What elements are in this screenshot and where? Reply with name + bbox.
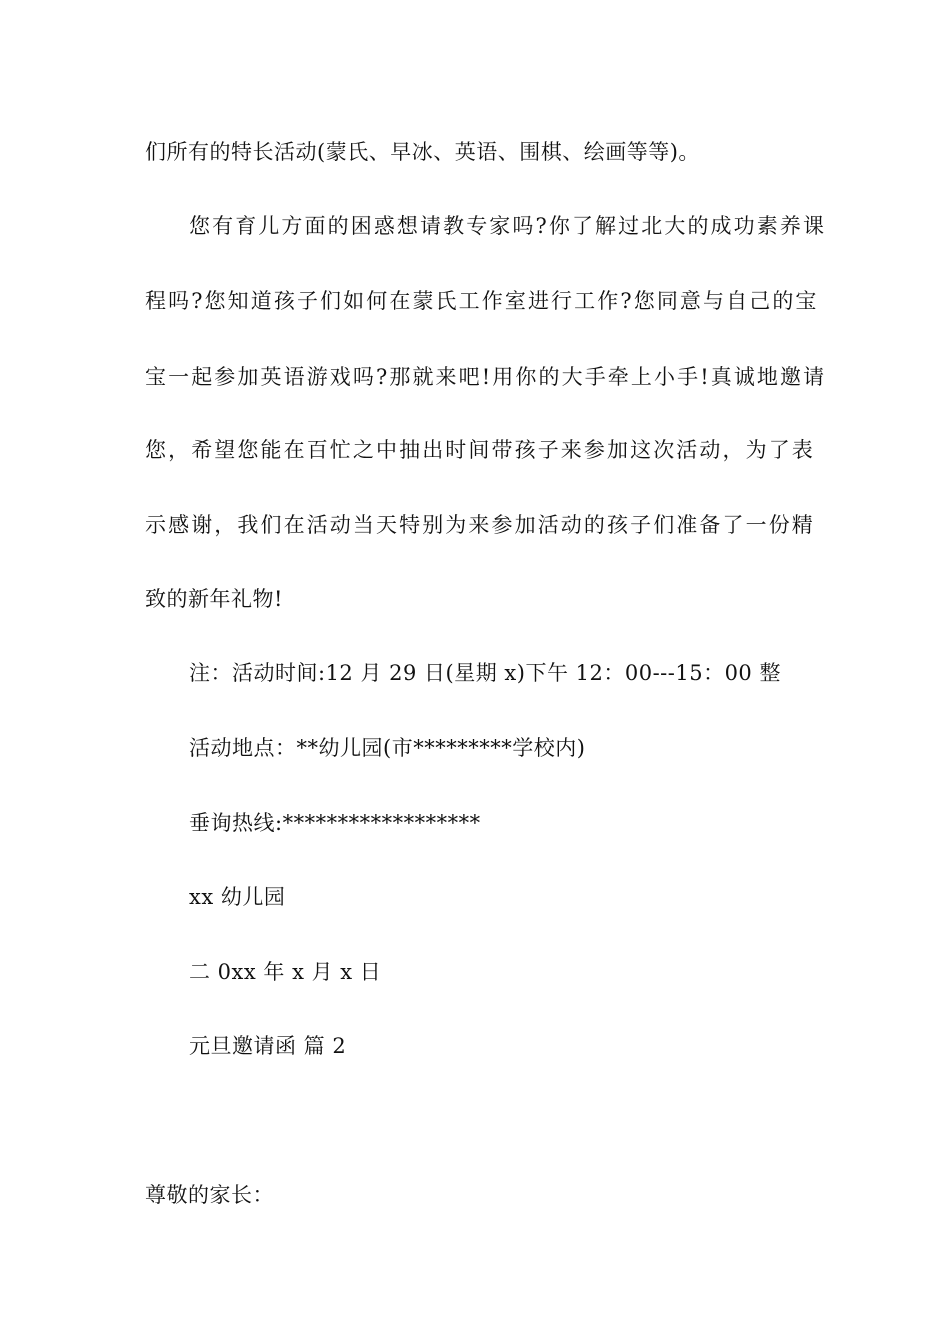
signature-date: 二 0xx 年 x 月 x 日	[189, 960, 382, 984]
section-heading: 元旦邀请函 篇 2	[189, 1034, 347, 1058]
signature-org: xx 幼儿园	[189, 885, 286, 909]
event-location: 活动地点：**幼儿园(市*********学校内)	[189, 736, 586, 760]
salutation: 尊敬的家长：	[145, 1183, 274, 1207]
paragraph-line: 宝一起参加英语游戏吗?那就来吧!用你的大手牵上小手!真诚地邀请	[145, 365, 827, 389]
paragraph-line: 您有育儿方面的困惑想请教专家吗?你了解过北大的成功素养课	[189, 214, 827, 238]
paragraph-line: 程吗?您知道孩子们如何在蒙氏工作室进行工作?您同意与自己的宝	[145, 289, 819, 313]
paragraph-line: 致的新年礼物!	[145, 587, 283, 611]
paragraph-line: 示感谢，我们在活动当天特别为来参加活动的孩子们准备了一份精	[145, 513, 815, 537]
paragraph-line: 们所有的特长活动(蒙氏、早冰、英语、围棋、绘画等等)。	[145, 140, 700, 164]
event-time: 注：活动时间:12 月 29 日(星期 x)下午 12：00---15：00 整	[189, 661, 781, 685]
paragraph-line: 您，希望您能在百忙之中抽出时间带孩子来参加这次活动，为了表	[145, 438, 815, 462]
hotline: 垂询热线:******************	[189, 811, 481, 835]
